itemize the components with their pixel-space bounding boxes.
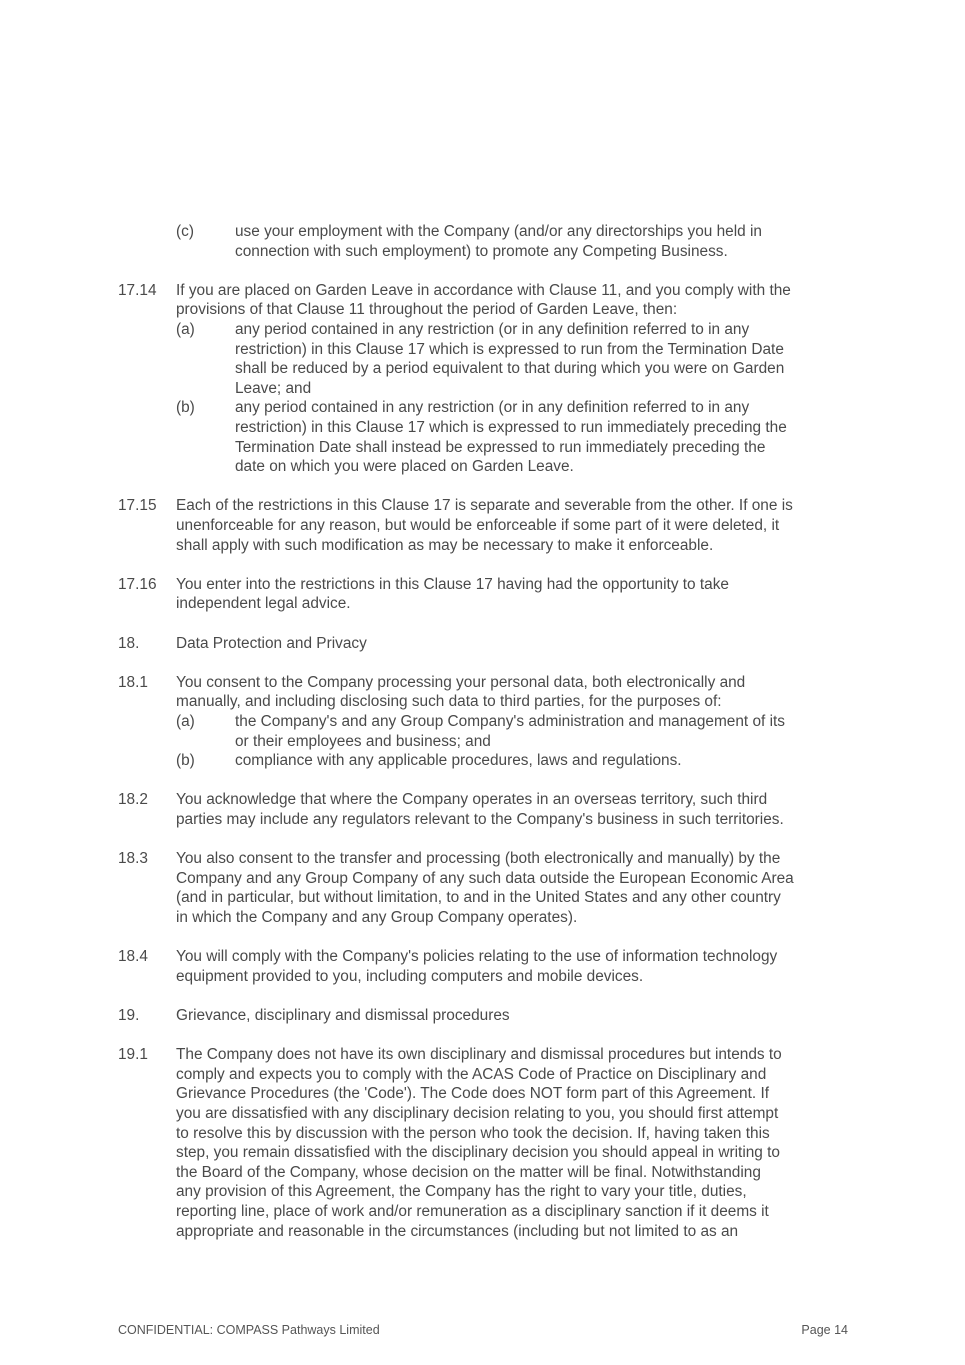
section-heading: Grievance, disciplinary and dismissal procedures — [176, 1007, 510, 1024]
clause-text-line: reporting line, place of work and/or remuneration as a disciplinary sanction if it deems it — [176, 1203, 769, 1220]
sub-clause-marker: (b) — [176, 752, 195, 770]
clause-text-line: any period contained in any restriction (or in any definition referred to in any — [235, 321, 750, 338]
clause-text-line: You will comply with the Company's policies relating to the use of information technology — [176, 948, 778, 966]
clause-text-line: the Company's and any Group Company's administration and management of its — [235, 713, 785, 730]
footer-confidential: CONFIDENTIAL: COMPASS Pathways Limited — [118, 1323, 380, 1337]
clause-text-line: any period contained in any restriction (or in any definition referred to in any — [235, 399, 750, 417]
clause-text-line: to resolve this by discussion with the person who took the decision. If, having taken this — [176, 1124, 770, 1142]
clause-text-line: The Company does not have its own disciplinary and dismissal procedures but intends to — [176, 1046, 782, 1064]
clause-text-line: shall be reduced by a period equivalent to that during which you were on Garden — [235, 360, 785, 378]
clause-text-line: You acknowledge that where the Company operates in an overseas territory, such third — [176, 791, 768, 809]
clause-text-line: date on which you were placed on Garden Leave. — [235, 458, 574, 476]
clause-text-line: equipment provided to you, including computers and mobile devices. — [176, 967, 644, 985]
clause-text-line: compliance with any applicable procedures, laws and regulations. — [235, 752, 682, 770]
clause-text-line: or their employees and business; and — [235, 732, 491, 750]
clause-text-line: You enter into the restrictions in this Clause 17 having had the opportunity to take — [176, 575, 729, 593]
clause-text-line: step, you remain dissatisfied with the disciplinary decision you should appeal in writing to — [176, 1144, 780, 1162]
clause-text-line: you are dissatisfied with any disciplinary decision relating to you, you should first attempt — [176, 1105, 779, 1122]
clause-text-line: You consent to the Company processing your personal data, both electronically and — [176, 673, 746, 691]
clause-text-line: Each of the restrictions in this Clause 17 is separate and severable from the other. If one is — [176, 497, 793, 515]
clause-number: 18.1 — [118, 673, 148, 691]
section-heading: Data Protection and Privacy — [176, 634, 367, 652]
clause-text-line: the Board of the Company, whose decision on the matter will be final. Notwithstanding — [176, 1163, 761, 1181]
clause-text-line: in which the Company and any Group Company operates). — [176, 909, 578, 926]
sub-clause-marker: (b) — [176, 399, 195, 417]
clause-text-line: manually, and including disclosing such data to third parties, for the purposes of: — [176, 693, 722, 711]
clause-text-line: comply and expects you to comply with the ACAS Code of Practice on Disciplinary and — [176, 1065, 767, 1083]
clause-text-line: Termination Date shall instead be expressed to run immediately preceding the — [235, 438, 766, 456]
clause-number: 17.16 — [118, 575, 157, 593]
clause-number: 18.4 — [118, 948, 148, 966]
clause-text-line: Company and any Group Company of any such data outside the European Economic Area — [176, 869, 794, 887]
clause-text-line: any provision of this Agreement, the Company has the right to vary your title, duties, — [176, 1183, 747, 1201]
sub-clause-marker: (c) — [176, 223, 194, 240]
clause-text-line: shall apply with such modification as may be necessary to make it enforceable. — [176, 536, 714, 554]
clause-number: 18.3 — [118, 850, 148, 868]
clause-number: 18.2 — [118, 791, 148, 809]
footer-page-number: Page 14 — [801, 1323, 848, 1337]
clause-number: 18. — [118, 634, 140, 652]
sub-clause-marker: (a) — [176, 713, 195, 730]
clause-number: 17.15 — [118, 497, 157, 515]
clause-text-line: You also consent to the transfer and processing (both electronically and manually) by the — [176, 850, 781, 868]
clause-text-line: Leave; and — [235, 379, 312, 397]
clause-text-line: Grievance Procedures (the 'Code'). The Code does NOT form part of this Agreement. If — [176, 1085, 769, 1103]
clause-number: 17.14 — [118, 281, 157, 299]
clause-text-line: independent legal advice. — [176, 595, 351, 613]
clause-text-line: (and in particular, but without limitation, to and in the United States and any other country — [176, 889, 781, 907]
clause-text-line: restriction) in this Clause 17 which is expressed to run immediately preceding the — [235, 419, 787, 436]
clause-text-line: parties may include any regulators relevant to the Company's business in such territories. — [176, 811, 784, 828]
clause-text-line: unenforceable for any reason, but would be enforceable if some part of it were deleted, it — [176, 517, 780, 534]
clause-text-line: provisions of that Clause 11 throughout the period of Garden Leave, then: — [176, 301, 678, 319]
sub-clause-marker: (a) — [176, 321, 195, 338]
clause-text-line: restriction) in this Clause 17 which is expressed to run from the Termination Date — [235, 340, 784, 358]
clause-number: 19.1 — [118, 1046, 148, 1064]
clause-text-line: appropriate and reasonable in the circumstances (including but not limited to as an — [176, 1222, 739, 1240]
clause-text-line: If you are placed on Garden Leave in accordance with Clause 11, and you comply with the — [176, 281, 791, 299]
clause-text-line: connection with such employment) to promote any Competing Business. — [235, 242, 728, 260]
clause-number: 19. — [118, 1007, 140, 1024]
clause-text-line: use your employment with the Company (and/or any directorships you held in — [235, 223, 762, 240]
